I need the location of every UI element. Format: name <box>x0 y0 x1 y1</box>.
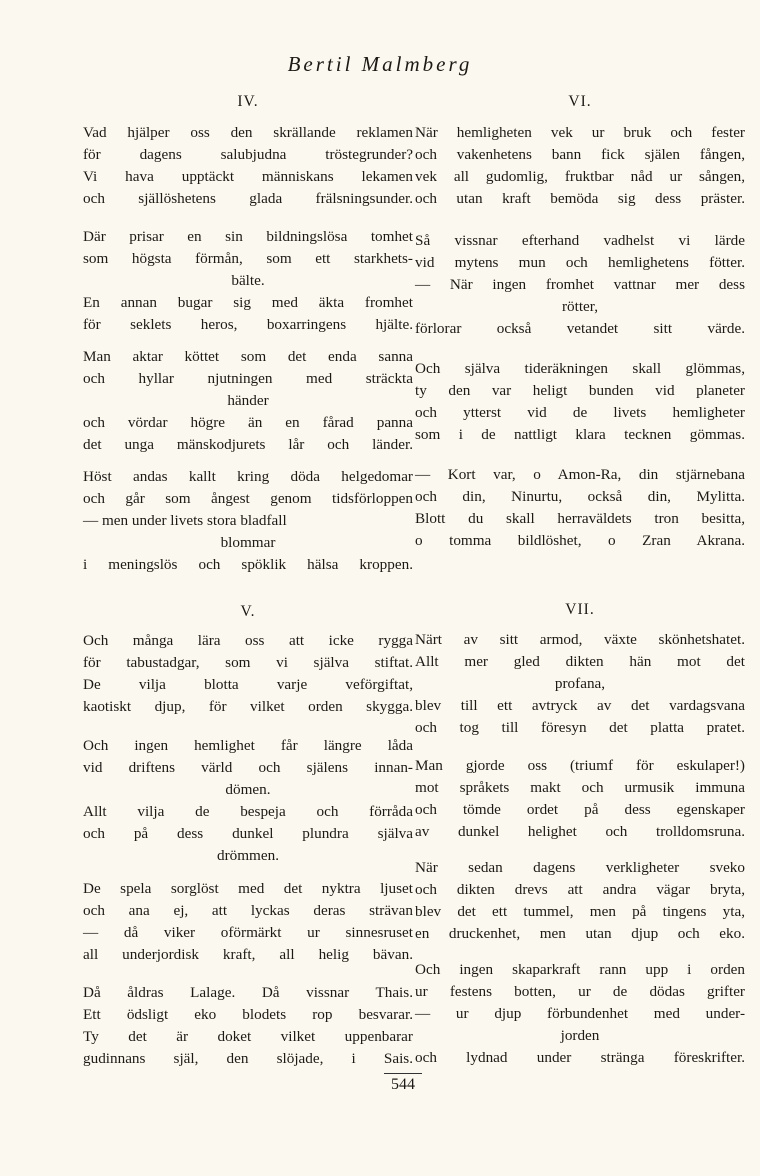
poem-line-continuation: blommar <box>220 534 276 551</box>
poem-line: det unga mänskodjurets lår och länder. <box>83 436 413 453</box>
page-number: 544 <box>391 1076 415 1093</box>
poem-line: all underjordisk kraft, all helig bävan. <box>83 946 413 963</box>
stanza-v-1 <box>83 630 413 718</box>
poem-line: Man gjorde oss (triumf för eskulaper!) <box>415 757 745 774</box>
poem-line: Blott du skall herraväldets tron besitta, <box>415 510 745 527</box>
poem-line: och lydnad under stränga föreskrifter. <box>415 1049 745 1066</box>
poem-line: och ytterst vid de livets hemligheter <box>415 404 745 421</box>
poem-line: för dagens salubjudna tröstegrunder? <box>83 146 413 163</box>
page-number-rule <box>384 1073 422 1074</box>
stanza-v-3 <box>83 878 413 966</box>
poem-line: och själlöshetens glada frälsningsunder. <box>83 190 413 207</box>
poem-line: vid driftens värld och själens innan- <box>83 759 413 776</box>
poem-line: ur festens botten, ur de dödas grifter <box>415 983 745 1000</box>
stanza-vii-1 <box>415 629 745 739</box>
section-title-iv: IV. <box>237 93 259 110</box>
poem-line: som i de nattligt klara tecknen gömmas. <box>415 426 745 443</box>
poem-line: och går som ångest genom tidsförloppen <box>83 490 413 507</box>
poem-line: — men under livets stora bladfall <box>83 512 287 529</box>
poem-line: och din, Ninurtu, också din, Mylitta. <box>415 488 745 505</box>
section-title-vii: VII. <box>565 601 595 618</box>
poem-line: förlorar också vetandet sitt värde. <box>415 320 745 337</box>
poem-line-continuation: drömmen. <box>216 847 279 864</box>
poem-line: kaotiskt djup, för vilket orden skygga. <box>83 698 413 715</box>
poem-line: De vilja blotta varje veförgiftat, <box>83 676 413 693</box>
poem-line-continuation: jorden <box>560 1027 600 1044</box>
poem-line: Allt mer gled dikten hän mot det <box>415 653 745 670</box>
stanza-vi-3 <box>415 358 745 446</box>
poem-line: som högsta förmån, som ett starkhets- <box>83 250 413 267</box>
poem-line: vek all gudomlig, fruktbar nåd ur sången, <box>415 168 745 185</box>
stanza-vi-2 <box>415 230 745 340</box>
poem-line: — då viker oförmärkt ur sinnesruset <box>83 924 413 941</box>
running-header-author: Bertil Malmberg <box>287 52 473 76</box>
poem-line: När sedan dagens verkligheter sveko <box>415 859 745 876</box>
poem-line: vid mytens mun och hemlighetens fötter. <box>415 254 745 271</box>
poem-line-continuation: dömen. <box>225 781 271 798</box>
poem-line: och vakenhetens bann fick själen fången, <box>415 146 745 163</box>
poem-line: gudinnans själ, den slöjade, i Sais. <box>83 1050 413 1067</box>
poem-line: blev till ett avtryck av det vardagsvana <box>415 697 745 714</box>
poem-line: och tömde ordet på dess egenskaper <box>415 801 745 818</box>
poem-line: Allt vilja de bespeja och förråda <box>83 803 413 820</box>
poem-line: Ty det är doket vilket uppenbarar <box>83 1028 413 1045</box>
poem-line: i meningslös och spöklik hälsa kroppen. <box>83 556 413 573</box>
poem-line: en druckenhet, men utan djup och eko. <box>415 925 745 942</box>
poem-line: — ur djup förbundenhet med under- <box>415 1005 745 1022</box>
poem-line: och utan kraft bemöda sig dess präster. <box>415 190 745 207</box>
poem-line: Vad hjälper oss den skrällande reklamen <box>83 124 413 141</box>
stanza-iv-4 <box>83 466 413 576</box>
poem-line: för tabustadgar, som vi själva stiftat. <box>83 654 413 671</box>
poem-line-continuation: bälte. <box>231 272 265 289</box>
poem-line: Man aktar köttet som det enda sanna <box>83 348 413 365</box>
poem-line: ty den var heligt bunden vid planeter <box>415 382 745 399</box>
stanza-iv-2 <box>83 226 413 336</box>
poem-line: — Kort var, o Amon-Ra, din stjärnebana <box>415 466 745 483</box>
poem-line-continuation: profana, <box>554 675 606 692</box>
poem-line: Och ingen skaparkraft rann upp i orden <box>415 961 745 978</box>
poem-line: blev det ett tummel, men på tingens yta, <box>415 903 745 920</box>
poem-line: Så vissnar efterhand vadhelst vi lärde <box>415 232 745 249</box>
section-title-v: V. <box>240 603 256 620</box>
poem-line: Ett ödsligt eko blodets rop besvarar. <box>83 1006 413 1023</box>
stanza-v-2 <box>83 735 413 867</box>
poem-line-continuation: händer <box>227 392 269 409</box>
poem-line: Närt av sitt armod, växte skönhetshatet. <box>415 631 745 648</box>
stanza-vii-4 <box>415 959 745 1069</box>
poem-line: Och ingen hemlighet får längre låda <box>83 737 413 754</box>
poem-line: Vi hava upptäckt människans lekamen <box>83 168 413 185</box>
poem-line: Och många lära oss att icke rygga <box>83 632 413 649</box>
stanza-vii-3 <box>415 857 745 945</box>
poem-line: och vördar högre än en fårad panna <box>83 414 413 431</box>
poem-line-continuation: rötter, <box>561 298 599 315</box>
poem-line: När hemligheten vek ur bruk och fester <box>415 124 745 141</box>
poem-line: och tog till föresyn det platta pratet. <box>415 719 745 736</box>
poem-line: Där prisar en sin bildningslösa tomhet <box>83 228 413 245</box>
stanza-vi-1 <box>415 122 745 210</box>
poem-line: De spela sorglöst med det nyktra ljuset <box>83 880 413 897</box>
section-title-vi: VI. <box>568 93 592 110</box>
poem-line: mot språkets makt och urmusik immuna <box>415 779 745 796</box>
poem-line: och hyllar njutningen med sträckta <box>83 370 413 387</box>
poem-line: för seklets heros, boxarringens hjälte. <box>83 316 413 333</box>
poem-line: — När ingen fromhet vattnar mer dess <box>415 276 745 293</box>
poem-line: och på dess dunkel plundra själva <box>83 825 413 842</box>
poem-line: och dikten drevs att andra vägar bryta, <box>415 881 745 898</box>
stanza-v-4 <box>83 982 413 1070</box>
stanza-iv-3 <box>83 346 413 456</box>
poem-line: Och själva tideräkningen skall glömmas, <box>415 360 745 377</box>
poem-line: Höst andas kallt kring döda helgedomar <box>83 468 413 485</box>
poem-line: En annan bugar sig med äkta fromhet <box>83 294 413 311</box>
poem-line: Då åldras Lalage. Då vissnar Thais. <box>83 984 413 1001</box>
poem-line: av dunkel helighet och trolldomsruna. <box>415 823 745 840</box>
stanza-iv-1 <box>83 122 413 210</box>
stanza-vii-2 <box>415 755 745 843</box>
stanza-vi-4 <box>415 464 745 552</box>
poem-line: o tomma bildlöshet, o Zran Akrana. <box>415 532 745 549</box>
poem-line: och ana ej, att lyckas deras strävan <box>83 902 413 919</box>
